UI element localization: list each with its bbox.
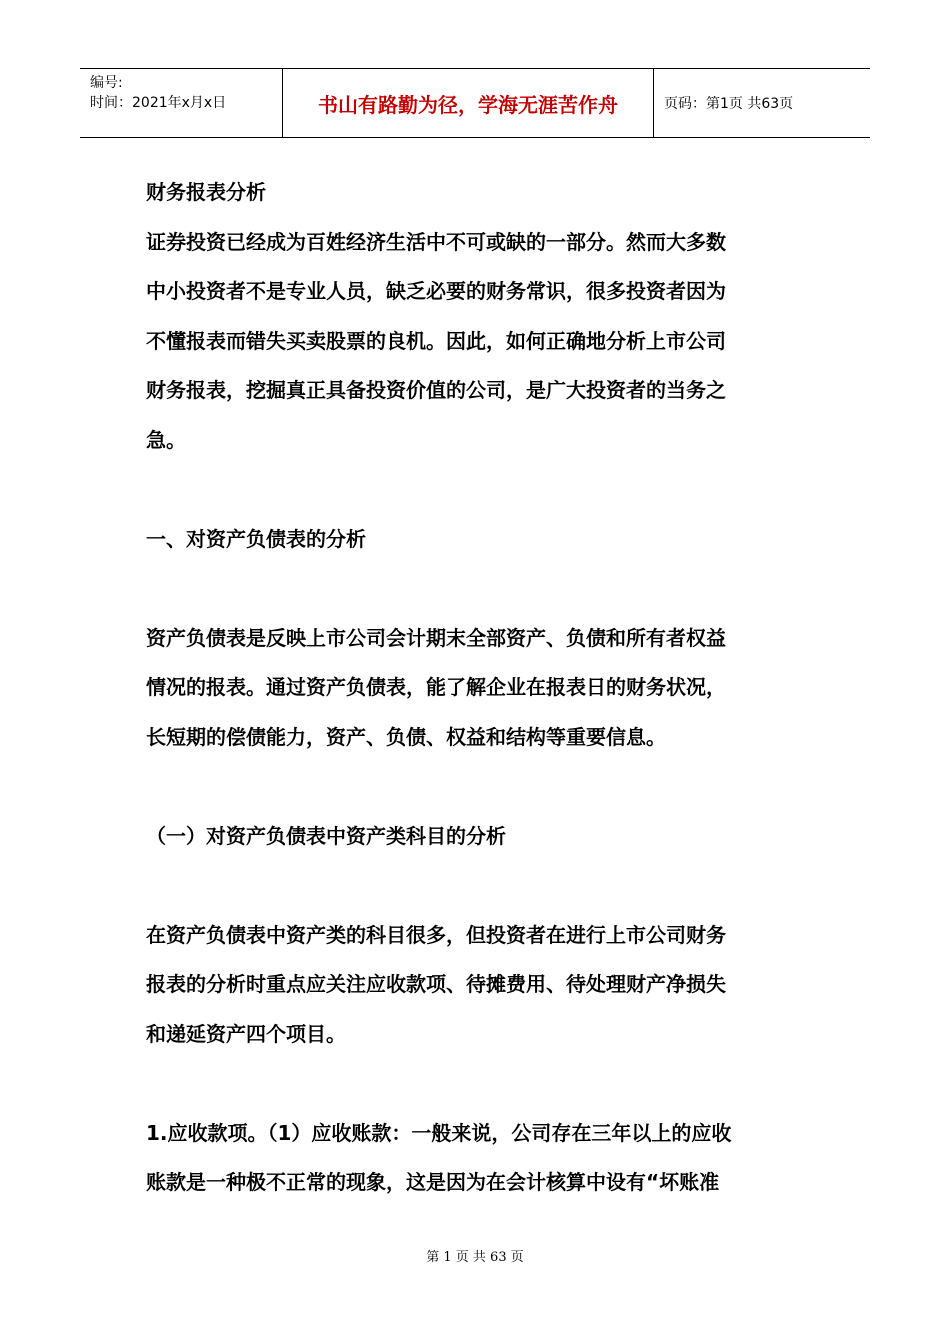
blank-line xyxy=(146,762,816,812)
document-body xyxy=(146,168,816,1208)
page-footer xyxy=(0,1246,950,1265)
blank-line xyxy=(146,564,816,614)
motto-text: 书山有路勤为径，学海无涯苦作舟 xyxy=(318,92,618,117)
number-label: 编号: xyxy=(90,75,123,91)
paragraph-line: 中小投资者不是专业人员，缺乏必要的财务常识，很多投资者因为 xyxy=(146,279,726,303)
date-label: 时间：2021年x月x日 xyxy=(90,95,227,111)
paragraph-line: 资产负债表是反映上市公司会计期末全部资产、负债和所有者权益 xyxy=(146,625,726,650)
blank-line xyxy=(146,861,816,911)
paragraph-line: 财务报表，挖掘真正具备投资价值的公司，是广大投资者的当务之 xyxy=(146,378,726,402)
paragraph-line: 长短期的偿债能力，资产、负债、权益和结构等重要信息。 xyxy=(146,724,666,749)
document-title: 财务报表分析 xyxy=(146,180,266,204)
paragraph-line: 和递延资产四个项目。 xyxy=(146,1021,346,1046)
header-motto-cell xyxy=(282,69,654,137)
page-header xyxy=(80,68,870,138)
paragraph-line: 1.应收款项。（1）应收账款：一般来说，公司存在三年以上的应收 xyxy=(146,1120,732,1145)
paragraph-line: 证券投资已经成为百姓经济生活中不可或缺的一部分。然而大多数 xyxy=(146,229,726,254)
paragraph-line: 情况的报表。通过资产负债表，能了解企业在报表日的财务状况， xyxy=(146,675,726,699)
paragraph-line: 急。 xyxy=(146,427,186,452)
paragraph-line: 不懂报表而错失买卖股票的良机。因此，如何正确地分析上市公司 xyxy=(146,328,726,353)
blank-line xyxy=(146,465,816,515)
footer-page-indicator: 第 1 页 共 63 页 xyxy=(426,1250,524,1265)
blank-line xyxy=(146,1059,816,1109)
section-heading: 一、对资产负债表的分析 xyxy=(146,526,366,551)
paragraph-line: 账款是一种极不正常的现象，这是因为在会计核算中设有“坏账准 xyxy=(146,1170,720,1194)
header-page-cell xyxy=(654,69,870,137)
paragraph-line: 在资产负债表中资产类的科目很多，但投资者在进行上市公司财务 xyxy=(146,922,726,947)
header-left-cell xyxy=(80,69,282,137)
page-code-label: 页码：第1页 共63页 xyxy=(664,96,794,112)
subsection-heading: （一）对资产负债表中资产类科目的分析 xyxy=(146,823,506,848)
paragraph-line: 报表的分析时重点应关注应收款项、待摊费用、待处理财产净损失 xyxy=(146,972,726,996)
